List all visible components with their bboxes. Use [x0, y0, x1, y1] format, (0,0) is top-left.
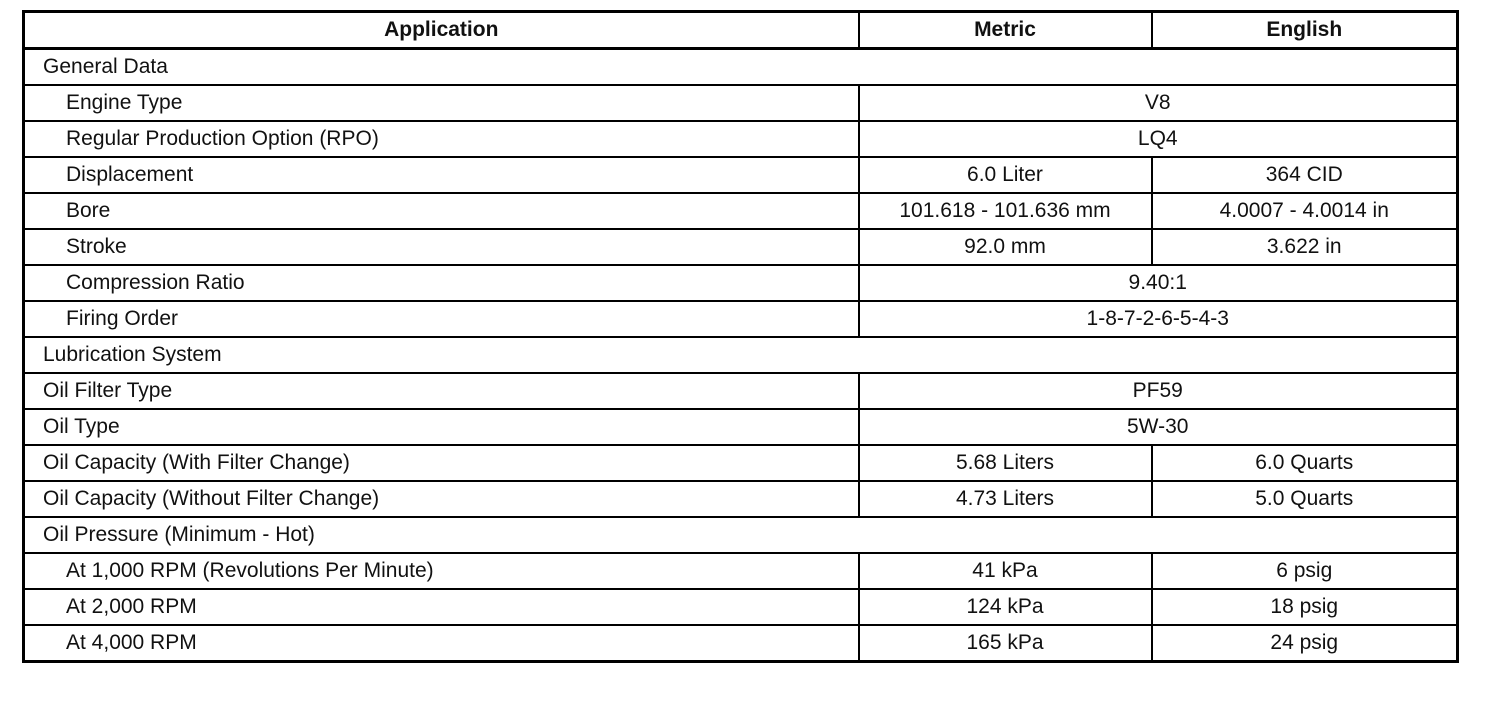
table-row-capacity-with-filter [24, 445, 1458, 481]
metric-bore: 101.618 - 101.636 mm [859, 193, 1152, 229]
table-row-rpm-2000 [24, 589, 1458, 625]
engine-specifications-table [22, 10, 1459, 663]
table-row-bore [24, 193, 1458, 229]
header-row [24, 12, 1458, 49]
value-rpo: LQ4 [859, 121, 1458, 157]
metric-displacement: 6.0 Liter [859, 157, 1152, 193]
metric-stroke: 92.0 mm [859, 229, 1152, 265]
table-row-oil-type [24, 409, 1458, 445]
table-row-rpm-4000 [24, 625, 1458, 662]
section-title-lubrication-system: Lubrication System [24, 337, 1458, 373]
metric-capacity-with-filter: 5.68 Liters [859, 445, 1152, 481]
row-label-rpm-4000: At 4,000 RPM [24, 625, 859, 662]
english-rpm-1000: 6 psig [1152, 553, 1458, 589]
table-row-rpm-1000 [24, 553, 1458, 589]
metric-rpm-1000: 41 kPa [859, 553, 1152, 589]
table-row-rpo [24, 121, 1458, 157]
row-label-firing-order: Firing Order [24, 301, 859, 337]
row-label-capacity-without-filter: Oil Capacity (Without Filter Change) [24, 481, 859, 517]
row-label-oil-filter-type: Oil Filter Type [24, 373, 859, 409]
section-title-general-data: General Data [24, 49, 1458, 86]
header-metric: Metric [859, 12, 1152, 49]
english-rpm-2000: 18 psig [1152, 589, 1458, 625]
value-compression-ratio: 9.40:1 [859, 265, 1458, 301]
value-oil-filter-type: PF59 [859, 373, 1458, 409]
section-row-lubrication-system [24, 337, 1458, 373]
table-row-oil-filter-type [24, 373, 1458, 409]
section-title-oil-pressure: Oil Pressure (Minimum - Hot) [24, 517, 1458, 553]
value-oil-type: 5W-30 [859, 409, 1458, 445]
row-label-displacement: Displacement [24, 157, 859, 193]
english-capacity-with-filter: 6.0 Quarts [1152, 445, 1458, 481]
value-engine-type: V8 [859, 85, 1458, 121]
english-bore: 4.0007 - 4.0014 in [1152, 193, 1458, 229]
table-row-firing-order [24, 301, 1458, 337]
section-row-general-data [24, 49, 1458, 86]
row-label-stroke: Stroke [24, 229, 859, 265]
metric-rpm-2000: 124 kPa [859, 589, 1152, 625]
english-stroke: 3.622 in [1152, 229, 1458, 265]
row-label-compression-ratio: Compression Ratio [24, 265, 859, 301]
row-label-oil-type: Oil Type [24, 409, 859, 445]
metric-rpm-4000: 165 kPa [859, 625, 1152, 662]
value-firing-order: 1-8-7-2-6-5-4-3 [859, 301, 1458, 337]
english-rpm-4000: 24 psig [1152, 625, 1458, 662]
english-capacity-without-filter: 5.0 Quarts [1152, 481, 1458, 517]
row-label-engine-type: Engine Type [24, 85, 859, 121]
row-label-rpm-2000: At 2,000 RPM [24, 589, 859, 625]
table-row-compression-ratio [24, 265, 1458, 301]
section-row-oil-pressure [24, 517, 1458, 553]
table-row-engine-type [24, 85, 1458, 121]
metric-capacity-without-filter: 4.73 Liters [859, 481, 1152, 517]
row-label-rpo: Regular Production Option (RPO) [24, 121, 859, 157]
row-label-rpm-1000: At 1,000 RPM (Revolutions Per Minute) [24, 553, 859, 589]
english-displacement: 364 CID [1152, 157, 1458, 193]
header-application: Application [24, 12, 859, 49]
table-row-stroke [24, 229, 1458, 265]
table-row-displacement [24, 157, 1458, 193]
header-english: English [1152, 12, 1458, 49]
row-label-capacity-with-filter: Oil Capacity (With Filter Change) [24, 445, 859, 481]
table-row-capacity-without-filter [24, 481, 1458, 517]
row-label-bore: Bore [24, 193, 859, 229]
